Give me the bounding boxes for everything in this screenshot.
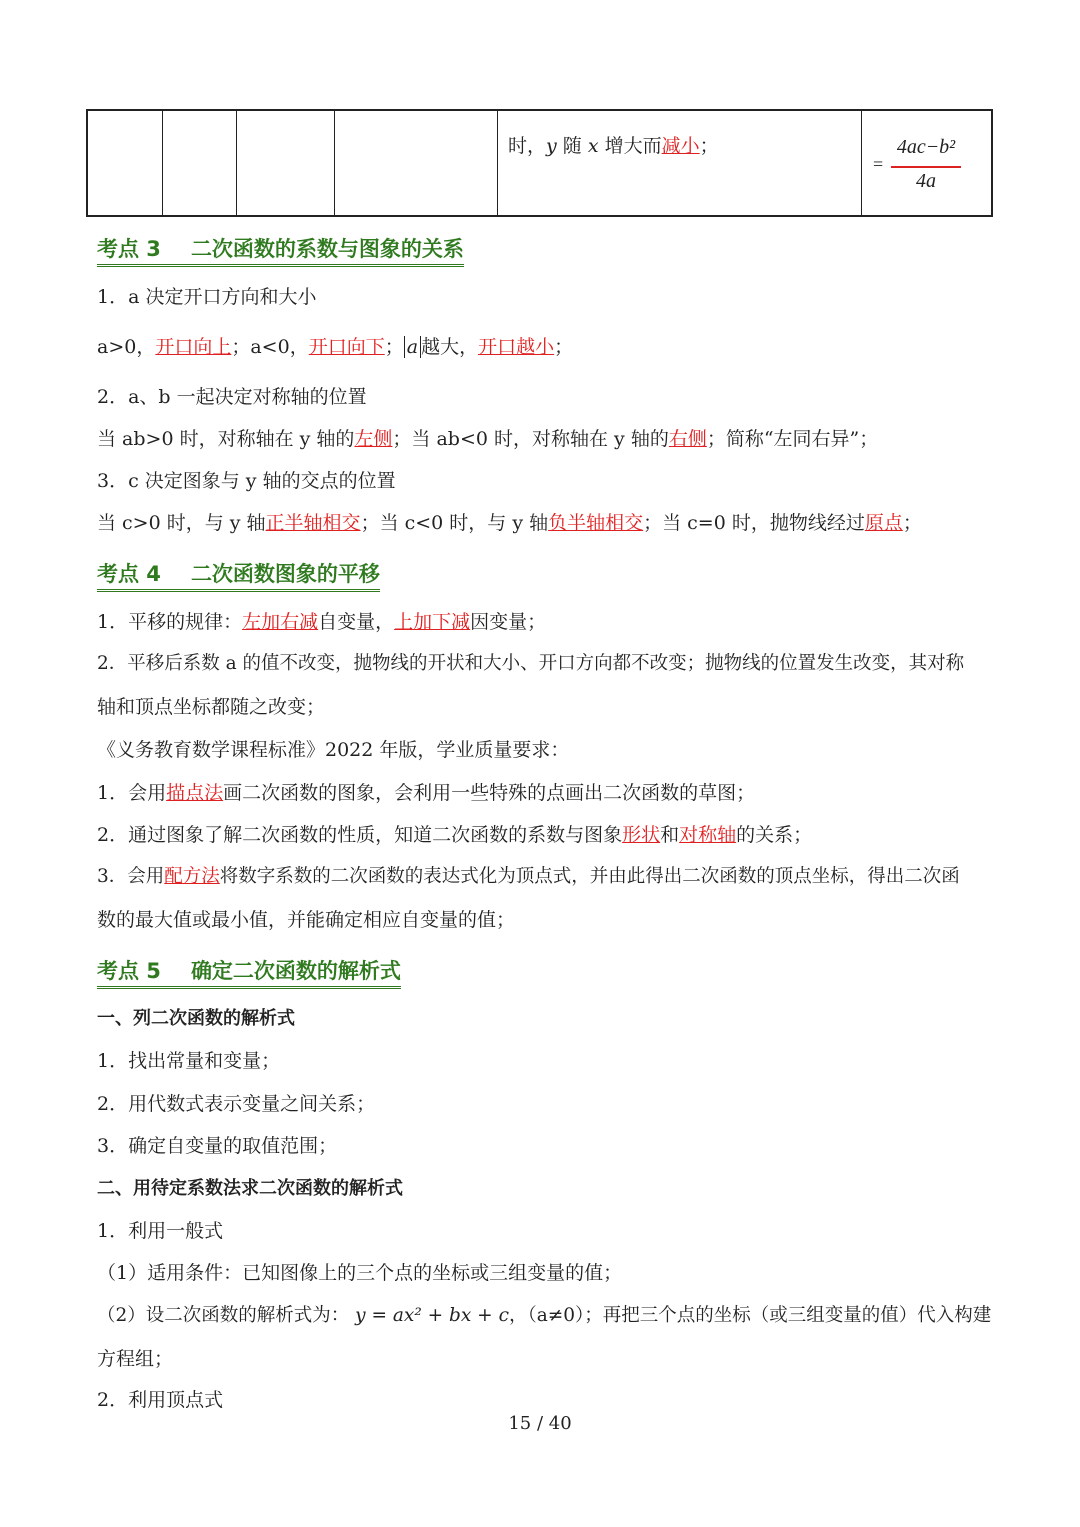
fraction-bar	[891, 166, 961, 168]
paragraph	[97, 609, 546, 635]
text: ；	[902, 512, 922, 534]
highlighted-term: 开口越小	[478, 336, 555, 358]
paragraph: 1．找出常量和变量；	[97, 1050, 281, 1072]
heading-number: 考点 5	[97, 959, 161, 983]
text: ；当 c=0 时，抛物线经过	[643, 512, 865, 534]
highlighted-term: 减小	[661, 135, 700, 157]
section-heading-3	[97, 235, 464, 267]
page-number: 15 / 40	[508, 1413, 572, 1434]
highlighted-term: 正半轴相交	[265, 512, 361, 534]
heading-number: 考点 3	[97, 237, 161, 261]
subheading: 一、列二次函数的解析式	[97, 1008, 295, 1029]
text: 越大，	[421, 336, 479, 358]
paragraph: 2．平移后系数 a 的值不改变，抛物线的开状和大小、开口方向都不改变；抛物线的位置发生改变，其对称	[97, 653, 965, 674]
paragraph: 轴和顶点坐标都随之改变；	[97, 696, 326, 718]
highlighted-term: 左加右减	[242, 611, 319, 633]
text: 的关系；	[736, 824, 813, 846]
paragraph: 《义务教育数学课程标准》2022 年版，学业质量要求：	[97, 739, 570, 761]
text: 当 ab>0 时，对称轴在 y 轴的	[97, 428, 355, 450]
var: y	[546, 135, 557, 157]
paragraph	[97, 1303, 991, 1329]
section-heading-4	[97, 560, 380, 592]
text: ；简称“左同右异”；	[706, 428, 879, 450]
paragraph: 1．利用一般式	[97, 1220, 224, 1242]
table-col-divider	[236, 111, 237, 215]
highlighted-term: 原点	[864, 512, 903, 534]
text: 因变量；	[470, 611, 547, 633]
text: 增大而	[598, 135, 662, 157]
formula-denominator: 4a	[916, 170, 936, 192]
text: （2）设二次函数的解析式为：	[97, 1305, 350, 1326]
text: ；	[554, 336, 574, 358]
text: 将数字系数的二次函数的表达式化为顶点式，并由此得出二次函数的顶点坐标，得出二次函	[219, 866, 960, 887]
var: x	[587, 135, 599, 157]
text: ；	[699, 135, 719, 157]
text: ；	[384, 336, 404, 358]
text: ，（a≠0）；再把三个点的坐标（或三组变量的值）代入构建	[508, 1305, 992, 1326]
highlighted-term: 对称轴	[679, 824, 737, 846]
paragraph: 数的最大值或最小值，并能确定相应自变量的值；	[97, 909, 516, 931]
text: 自变量，	[318, 611, 395, 633]
paragraph	[97, 334, 573, 360]
text: ；a<0，	[231, 336, 309, 358]
highlighted-term: 上加下减	[394, 611, 471, 633]
highlighted-term: 负半轴相交	[548, 512, 644, 534]
subheading: 二、用待定系数法求二次函数的解析式	[97, 1178, 403, 1199]
paragraph: 3．确定自变量的取值范围；	[97, 1135, 338, 1157]
text: 1．会用	[97, 782, 167, 804]
highlighted-term: 配方法	[164, 866, 220, 887]
table-col-divider	[162, 111, 163, 215]
table-cell-text	[508, 131, 719, 158]
heading-title: 二次函数图象的平移	[190, 562, 380, 586]
formula-numerator: 4ac−b²	[896, 136, 956, 158]
text: 随	[556, 135, 588, 157]
text: 当 c>0 时，与 y 轴	[97, 512, 266, 534]
general-form-formula: y = ax² + bx + c	[355, 1305, 509, 1326]
table-col-divider	[334, 111, 335, 215]
paragraph: （1）适用条件：已知图像上的三个点的坐标或三组变量的值；	[97, 1262, 623, 1284]
paragraph	[97, 426, 878, 452]
absolute-value: a	[404, 336, 421, 358]
section-heading-5	[97, 957, 401, 989]
text: 2．通过图象了解二次函数的性质，知道二次函数的系数与图象	[97, 824, 623, 846]
table-col-divider	[497, 111, 498, 215]
text: ；当 ab<0 时，对称轴在 y 轴的	[392, 428, 669, 450]
paragraph: 2．利用顶点式	[97, 1389, 224, 1411]
equals-sign: =	[873, 154, 884, 174]
paragraph: 1．a 决定开口方向和大小	[97, 286, 317, 308]
text: a>0，	[97, 336, 156, 358]
paragraph: 2．用代数式表示变量之间关系；	[97, 1093, 376, 1115]
text: 时，	[508, 135, 547, 157]
table-fragment	[86, 109, 993, 217]
text: 和	[660, 824, 680, 846]
text: 1．平移的规律：	[97, 611, 243, 633]
highlighted-term: 左侧	[354, 428, 393, 450]
highlighted-term: 形状	[622, 824, 661, 846]
highlighted-term: 描点法	[166, 782, 224, 804]
highlighted-term: 开口向下	[308, 336, 385, 358]
paragraph	[97, 510, 922, 536]
paragraph: 3．c 决定图象与 y 轴的交点的位置	[97, 470, 396, 492]
highlighted-term: 右侧	[668, 428, 707, 450]
text: 3．会用	[97, 866, 165, 887]
paragraph	[97, 864, 960, 890]
heading-title: 确定二次函数的解析式	[190, 959, 401, 983]
highlighted-term: 开口向上	[155, 336, 232, 358]
heading-title: 二次函数的系数与图象的关系	[190, 237, 464, 261]
table-col-divider	[861, 111, 862, 215]
paragraph	[97, 822, 812, 848]
paragraph: 2．a、b 一起决定对称轴的位置	[97, 386, 367, 408]
text: ；当 c<0 时，与 y 轴	[360, 512, 549, 534]
heading-number: 考点 4	[97, 562, 161, 586]
paragraph	[97, 780, 755, 806]
text: 画二次函数的图象，会利用一些特殊的点画出二次函数的草图；	[223, 782, 756, 804]
paragraph: 方程组；	[97, 1348, 174, 1370]
